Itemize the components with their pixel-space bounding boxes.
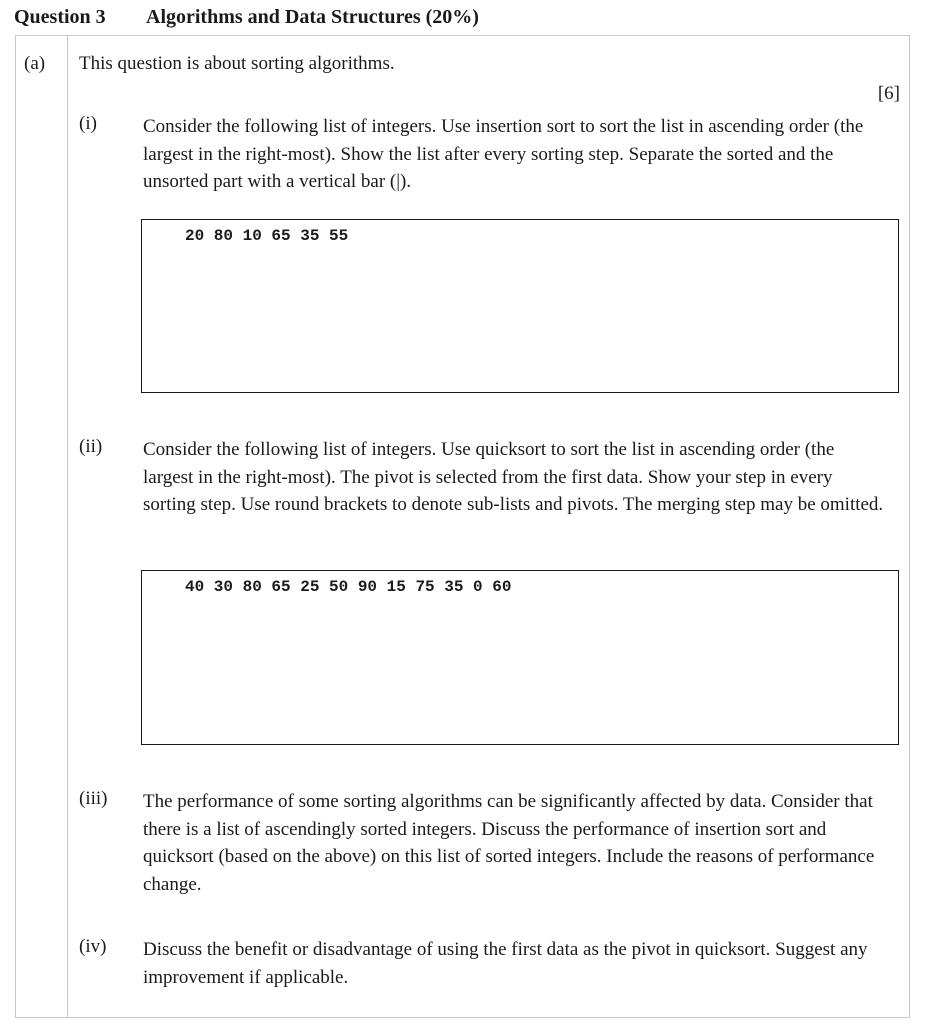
subpart-i-text: Consider the following list of integers. Use insertion sort to sort the list in ascending order (the largest in the right-most). Show the list after every sorting step. Separate the sorted and the unsorted part with a vertical bar (|).: [143, 116, 864, 192]
label-column-divider: [67, 35, 68, 1018]
subpart-i-label: (i): [79, 113, 97, 134]
answer-box-i[interactable]: [141, 219, 899, 393]
insertion-sort-input-list: 20 80 10 65 35 55: [185, 227, 349, 245]
question-header: [14, 6, 479, 29]
part-a-intro: This question is about sorting algorithms.: [79, 53, 395, 74]
subpart-iii-label: (iii): [79, 788, 108, 809]
question-number: Question 3: [14, 6, 106, 28]
subpart-iv-label: (iv): [79, 936, 107, 957]
answer-box-ii[interactable]: [141, 570, 899, 745]
marks-indicator: [6]: [877, 83, 900, 104]
question-title: Algorithms and Data Structures (20%): [146, 6, 479, 28]
subpart-iii-text: The performance of some sorting algorithms can be significantly affected by data. Consider that there is a list of ascendingly sorted integers. Discuss the performance of insertion sort and quicksort (based on the above) on this list of sorted integers. Include the reasons of performance change.: [143, 791, 875, 895]
subpart-iv-text: Discuss the benefit or disadvantage of using the first data as the pivot in quicksort. Suggest any improvement if applicable.: [143, 939, 868, 988]
quicksort-input-list: 40 30 80 65 25 50 90 15 75 35 0 60: [185, 578, 512, 596]
subpart-ii-text: Consider the following list of integers. Use quicksort to sort the list in ascending order (the largest in the right-most). The pivot is selected from the first data. Show your step in every sorting step. Use round brackets to denote sub-lists and pivots. The merging step may be omitted.: [143, 439, 884, 515]
part-a-label: (a): [24, 53, 46, 74]
subpart-ii-label: (ii): [79, 436, 103, 457]
